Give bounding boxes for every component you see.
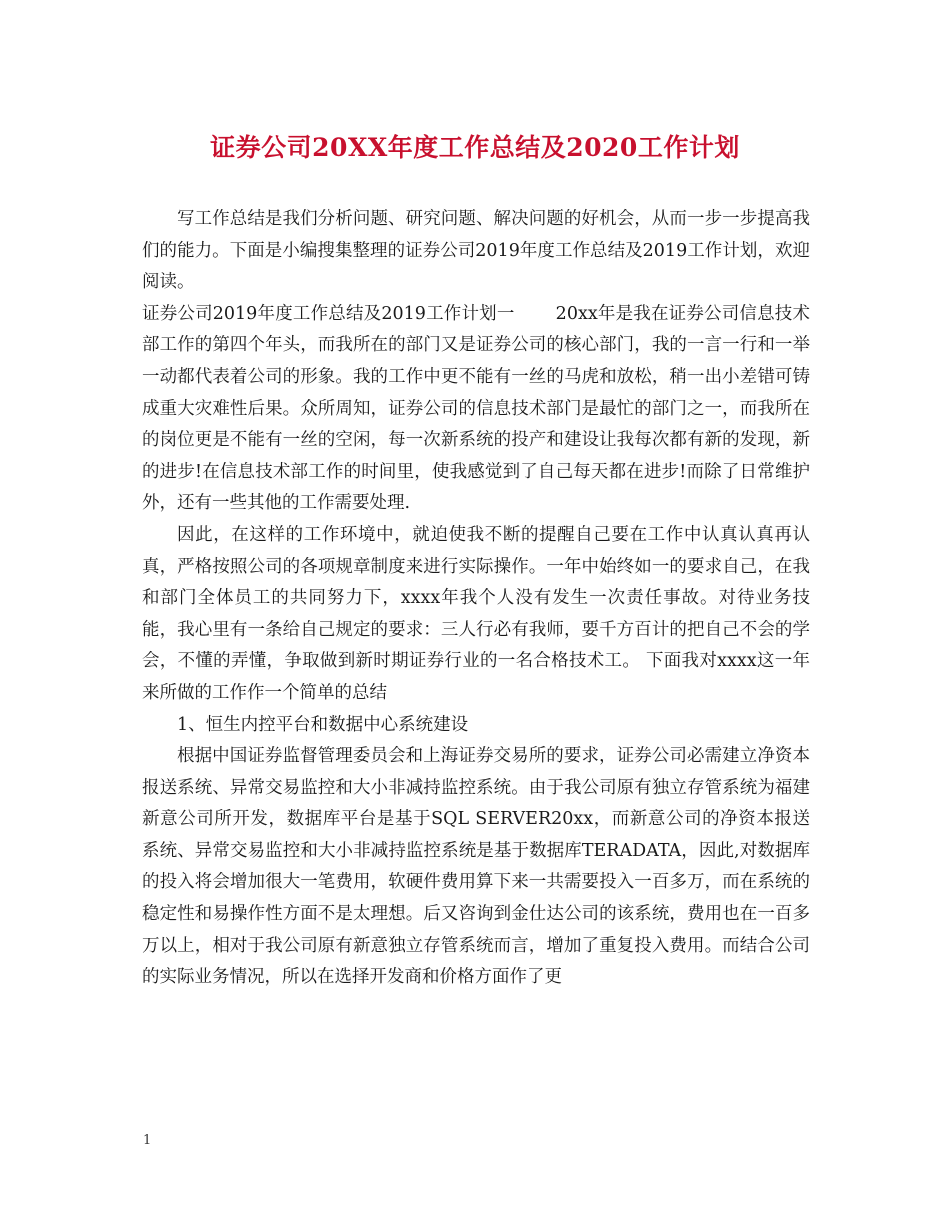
document-body (142, 204, 810, 994)
page-number: 1 (143, 1133, 152, 1148)
paragraph-section-one: 证券公司2019年度工作总结及2019工作计划一 20xx年是我在证券公司信息技术部工作的第四个年头，而我所在的部门又是证券公司的核心部门，我的一言一行和一举一动都代表着公司的形象。我的工作中更不能有一丝的马虎和放松，稍一出小差错可铸成重大灾难性后果。众所周知，证券公司的信息技术部门是最忙的部门之一，而我所在的岗位更是不能有一丝的空闲，每一次新系统的投产和建设让我每次都有新的发现，新的进步!在信息技术部工作的时间里，使我感觉到了自己每天都在进步!而除了日常维护外，还有一些其他的工作需要处理. (142, 303, 810, 514)
paragraph-intro: 写工作总结是我们分析问题、研究问题、解决问题的好机会，从而一步一步提高我们的能力。下面是小编搜集整理的证券公司2019年度工作总结及2019工作计划，欢迎阅读。 (142, 209, 810, 293)
paragraph-work-environment: 因此，在这样的工作环境中，就迫使我不断的提醒自己要在工作中认真认真再认真，严格按照公司的各项规章制度来进行实际操作。一年中始终如一的要求自己，在我和部门全体员工的共同努力下，xxxx年我个人没有发生一次责任事故。对待业务技能，我心里有一条给自己规定的要求：三人行必有我师，要千方百计的把自己不会的学会，不懂的弄懂，争取做到新时期证券行业的一名合格技术工。 下面我对xxxx这一年来所做的工作作一个简单的总结 (142, 524, 810, 703)
section-heading-1: 1、恒生内控平台和数据中心系统建设 (177, 714, 469, 735)
document-title: 证券公司20XX年度工作总结及2020工作计划 (210, 133, 740, 162)
paragraph-system-construction: 根据中国证券监督管理委员会和上海证券交易所的要求，证券公司必需建立净资本报送系统、异常交易监控和大小非减持监控系统。由于我公司原有独立存管系统为福建新意公司所开发，数据库平台是基于SQL SERVER20xx，而新意公司的净资本报送系统、异常交易监控和大小非减持监控系统是基于数据库TERADATA，因此,对数据库的投入将会增加很大一笔费用，软硬件费用算下来一共需要投入一百多万，而在系统的稳定性和易操作性方面不是太理想。后又咨询到金仕达公司的该系统，费用也在一百多万以上，相对于我公司原有新意独立存管系统而言，增加了重复投入费用。而结合公司的实际业务情况，所以在选择开发商和价格方面作了更 (142, 746, 810, 988)
